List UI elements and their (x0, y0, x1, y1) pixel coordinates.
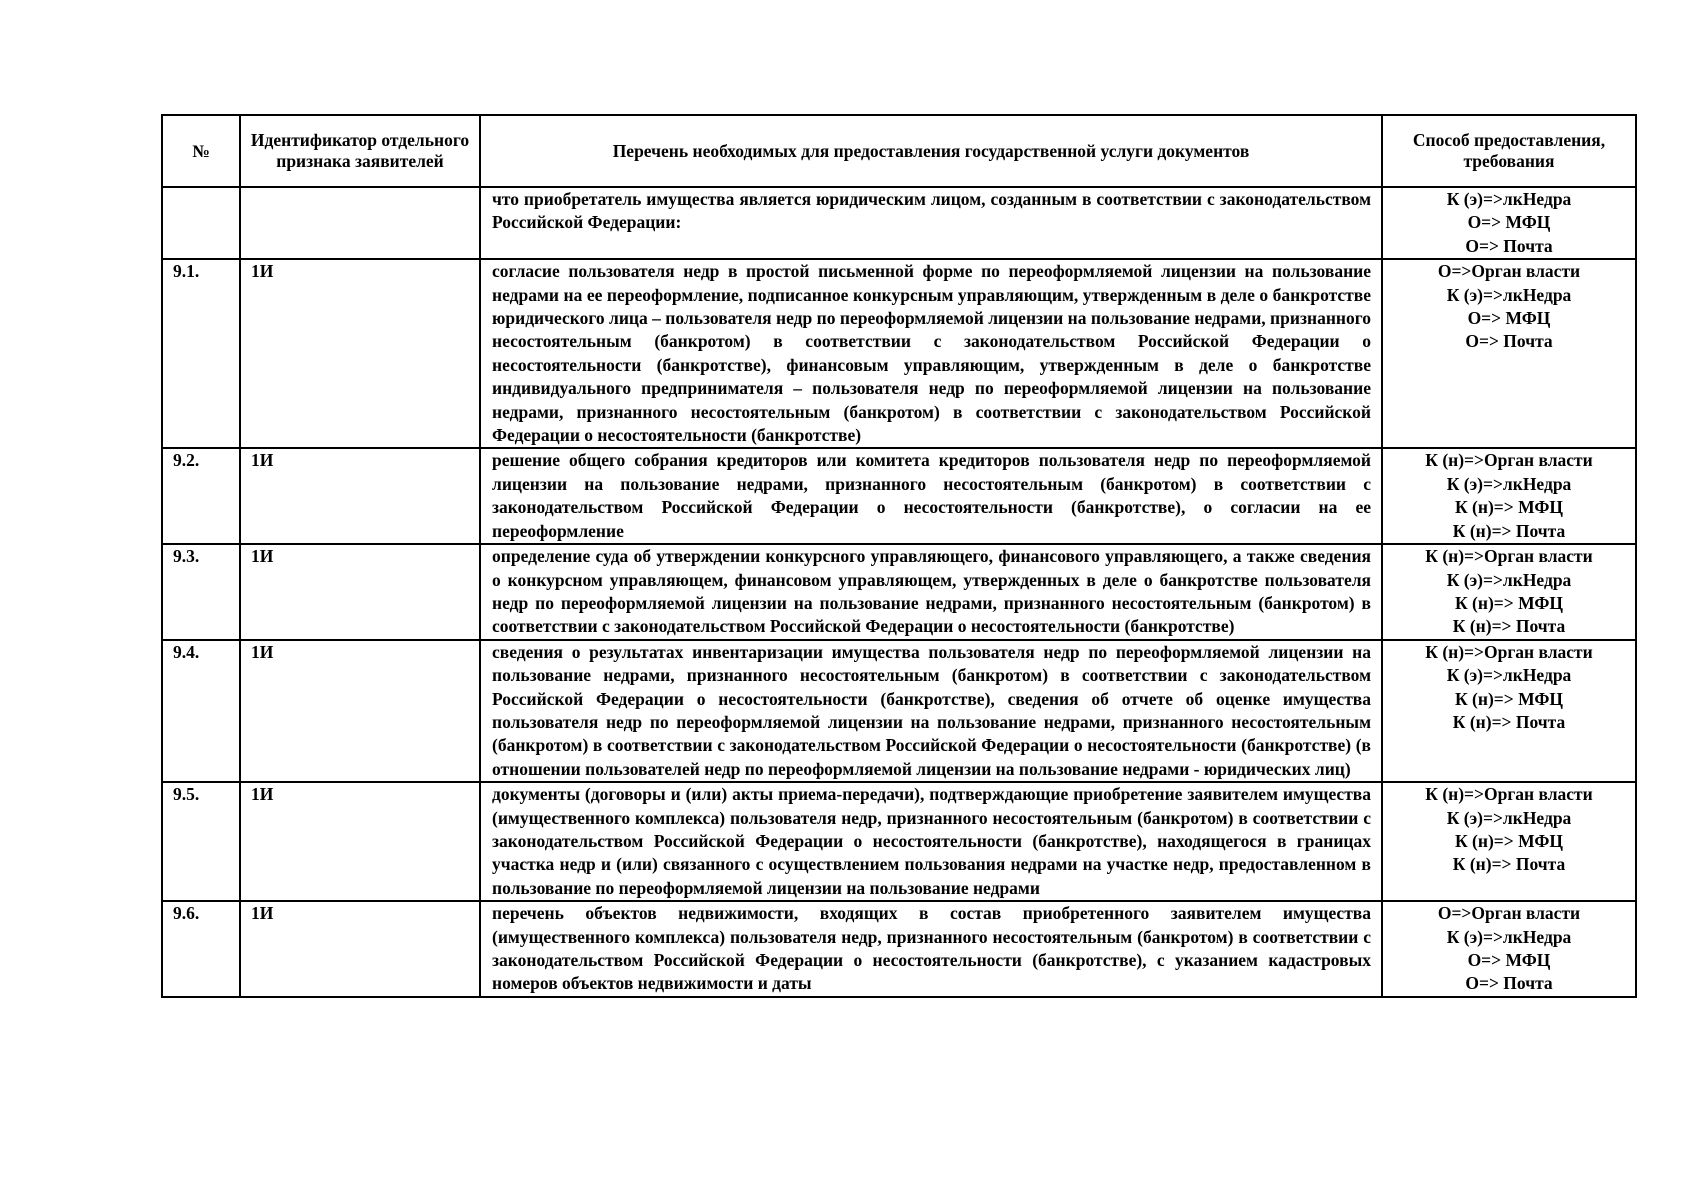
method-line: О=> МФЦ (1467, 308, 1551, 329)
method-line: О=> Почта (1465, 973, 1553, 994)
method-line: К (н)=>Орган власти (1425, 784, 1593, 805)
method-line: К (н)=> Почта (1452, 854, 1566, 875)
row-num: 9.6. (162, 901, 240, 997)
row-method (1382, 901, 1636, 997)
row-method (1382, 640, 1636, 782)
row-identifier: 1И (240, 259, 480, 448)
method-line: К (н)=> МФЦ (1454, 497, 1564, 518)
row-method (1382, 544, 1636, 640)
documents-table (161, 114, 1637, 998)
row-identifier (240, 187, 480, 259)
row-num: 9.3. (162, 544, 240, 640)
table-row (162, 640, 1636, 782)
method-line: К (э)=>лкНедра (1446, 284, 1572, 305)
row-method (1382, 448, 1636, 544)
method-line: О=>Орган власти (1437, 903, 1581, 924)
table-row (162, 782, 1636, 901)
method-line: К (э)=>лкНедра (1446, 807, 1572, 828)
row-method (1382, 782, 1636, 901)
row-method (1382, 187, 1636, 259)
row-num: 9.4. (162, 640, 240, 782)
method-line: К (э)=>лкНедра (1446, 665, 1572, 686)
row-identifier: 1И (240, 544, 480, 640)
method-line: К (н)=> Почта (1452, 616, 1566, 637)
table-row (162, 187, 1636, 259)
row-identifier: 1И (240, 640, 480, 782)
header-identifier: Идентификатор отдельного признака заявителей (240, 115, 480, 187)
table-row (162, 901, 1636, 997)
header-method: Способ предоставления, требования (1382, 115, 1636, 187)
table-header-row (162, 115, 1636, 187)
method-line: К (н)=> Почта (1452, 520, 1566, 541)
method-line: О=> Почта (1465, 331, 1553, 352)
method-line: О=> Почта (1465, 235, 1553, 256)
row-document-text: сведения о результатах инвентаризации имущества пользователя недр по переоформляемой лицензии на пользование недрами, признанного несостоятельным (банкротом) в соответствии с законодательством Российской Федерации о несостоятельности (банкротстве), сведения об отчете об оценке имущества пользователя недр по переоформляемой лицензии на пользование недрами, признанного несостоятельным (банкротом) в соответствии с законодательством Российской Федерации о несостоятельности (банкротстве) (в отношении пользователей недр по переоформляемой лицензии на пользование недрами - юридических лиц) (480, 640, 1382, 782)
row-document-text: согласие пользователя недр в простой письменной форме по переоформляемой лицензии на пользование недрами на ее переоформление, подписанное конкурсным управляющим, утвержденным в деле о банкротстве юридического лица – пользователя недр по переоформляемой лицензии на пользование недрами, признанного несостоятельным (банкротом) в соответствии с законодательством Российской Федерации о несостоятельности (банкротстве), финансовым управляющим, утвержденным в деле о банкротстве индивидуального предпринимателя – пользователя недр по переоформляемой лицензии на пользование недрами, признанного несостоятельным (банкротом) в соответствии с законодательством Российской Федерации о несостоятельности (банкротстве) (480, 259, 1382, 448)
method-line: К (э)=>лкНедра (1446, 926, 1572, 947)
method-line: К (э)=>лкНедра (1446, 473, 1572, 494)
row-num: 9.5. (162, 782, 240, 901)
row-method (1382, 259, 1636, 448)
method-line: К (н)=>Орган власти (1425, 450, 1593, 471)
method-line: К (э)=>лкНедра (1446, 569, 1572, 590)
row-document-text: определение суда об утверждении конкурсного управляющего, финансового управляющего, а также сведения о конкурсном управляющем, финансовом управляющем, утвержденных в деле о банкротстве пользователя недр по переоформляемой лицензии на пользование недрами, признанного несостоятельным (банкротом) в соответствии с законодательством Российской Федерации о несостоятельности (банкротстве) (480, 544, 1382, 640)
table-row (162, 448, 1636, 544)
method-line: О=> МФЦ (1467, 950, 1551, 970)
row-document-text: документы (договоры и (или) акты приема-передачи), подтверждающие приобретение заявителем имущества (имущественного комплекса) пользователя недр, признанного несостоятельным (банкротом) в соответствии с законодательством Российской Федерации о несостоятельности (банкротстве), находящегося в границах участка недр и (или) связанного с осуществлением пользования недрами на участке недр, предоставленном в пользование по переоформляемой лицензии на пользование недрами (480, 782, 1382, 901)
table-row (162, 259, 1636, 448)
method-line: К (н)=>Орган власти (1425, 546, 1593, 567)
header-documents: Перечень необходимых для предоставления государственной услуги документов (480, 115, 1382, 187)
method-line: К (н)=> Почта (1452, 711, 1566, 732)
row-num: 9.1. (162, 259, 240, 448)
method-line: К (э)=>лкНедра (1446, 189, 1572, 209)
row-document-text: решение общего собрания кредиторов или комитета кредиторов пользователя недр по переоформляемой лицензии на пользование недрами, признанного несостоятельным (банкротом) в соответствии с законодательством Российской Федерации о несостоятельности (банкротстве), о согласии на ее переоформление (480, 448, 1382, 544)
method-line: О=>Орган власти (1437, 261, 1581, 282)
method-line: К (н)=> МФЦ (1454, 592, 1564, 613)
method-line: К (н)=> МФЦ (1454, 830, 1564, 851)
row-num (162, 187, 240, 259)
row-identifier: 1И (240, 448, 480, 544)
method-line: О=> МФЦ (1467, 212, 1551, 233)
row-document-text: что приобретатель имущества является юридическим лицом, созданным в соответствии с законодательством Российской Федерации: (480, 187, 1382, 259)
row-num: 9.2. (162, 448, 240, 544)
table-row (162, 544, 1636, 640)
method-line: К (н)=> МФЦ (1454, 688, 1564, 709)
header-num: № (162, 115, 240, 187)
row-identifier: 1И (240, 901, 480, 997)
row-document-text: перечень объектов недвижимости, входящих в состав приобретенного заявителем имущества (имущественного комплекса) пользователя недр, признанного несостоятельным (банкротом) в соответствии с законодательством Российской Федерации о несостоятельности (банкротстве), с указанием кадастровых номеров объектов недвижимости и даты (480, 901, 1382, 997)
method-line: К (н)=>Орган власти (1425, 641, 1593, 662)
row-identifier: 1И (240, 782, 480, 901)
